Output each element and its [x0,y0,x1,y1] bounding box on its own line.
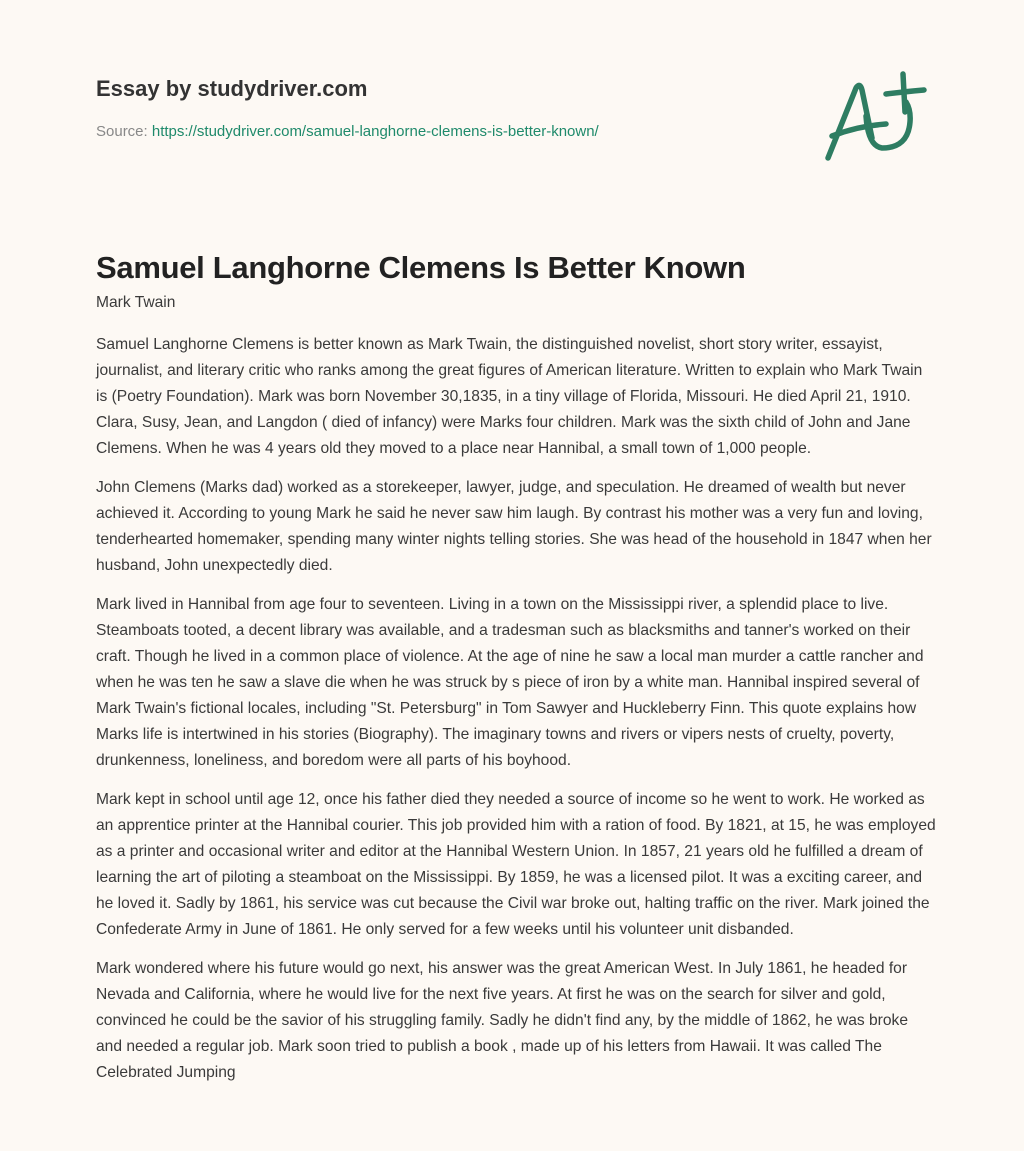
source-link[interactable]: https://studydriver.com/samuel-langhorne-clemens-is-better-known/ [151,123,599,140]
paragraph: Samuel Langhorne Clemens is better known as Mark Twain, the distinguished novelist, short story writer, essayist, journalist, and literary critic who ranks among the great figures of American literature. Written to explain who Mark Twain is (Poetry Foundation). Mark was born November 30,1835, in a tiny village of Florida, Missouri. He died April 21, 1910. Clara, Susy, Jean, and Langdon ( died of infancy) were Marks four children. Mark was the sixth child of John and Jane Clemens. When he was 4 years old they moved to a place near Hannibal, a small town of 1,000 people. [96,336,923,457]
paragraph: Mark kept in school until age 12, once his father died they needed a source of income so he went to work. He worked as an apprentice printer at the Hannibal courier. This job provided him with a ration of food. By 1821, at 15, he was employed as a printer and occasional writer and editor at the Hannibal Western Union. In 1857, 21 years old he fulfilled a dream of learning the art of piloting a steamboat on the Mississippi. By 1859, he was a licensed pilot. It was a exciting career, and he loved it. Sadly by 1861, his service was cut because the Civil war broke out, halting traffic on the river. Mark joined the Confederate Army in June of 1861. He only served for a few weeks until his volunteer unit disbanded. [96,791,936,938]
paragraph: Mark wondered where his future would go next, his answer was the great American West. In July 1861, he headed for Nevada and California, where he would live for the next five years. At first he was on the search for silver and gold, convinced he could be the savior of his struggling family. Sadly he didn't find any, by the middle of 1862, he was broke and needed a regular job. Mark soon tried to publish a book , made up of his letters from Hawaii. It was called The Celebrated Jumping [96,960,909,1081]
site-title: Essay by studydriver.com [96,76,368,101]
a-plus-logo-icon [818,66,938,166]
article-title: Samuel Langhorne Clemens Is Better Known [96,250,746,285]
paragraph: Mark lived in Hannibal from age four to seventeen. Living in a town on the Mississippi river, a splendid place to live. Steamboats tooted, a decent library was available, and a tradesman such as blacksmiths and tanner's worked on their craft. Though he lived in a common place of violence. At the age of nine he saw a local man murder a cattle rancher and when he was ten he saw a slave die when he was struck by s piece of iron by a white man. Hannibal inspired several of Mark Twain's fictional locales, including "St. Petersburg" in Tom Sawyer and Huckleberry Finn. This quote explains how Marks life is intertwined in his stories (Biography). The imaginary towns and rivers or vipers nests of cruelty, poverty, drunkenness, loneliness, and boredom were all parts of his boyhood. [96,596,924,769]
paragraph: John Clemens (Marks dad) worked as a storekeeper, lawyer, judge, and speculation. He dreamed of wealth but never achieved it. According to young Mark he said he never saw him laugh. By contrast his mother was a very fun and loving, tenderhearted homemaker, spending many winter nights telling stories. She was head of the household in 1847 when her husband, John unexpectedly died. [96,479,932,574]
article-author: Mark Twain [96,294,176,311]
source-line [96,123,599,140]
article-body [96,290,936,1099]
source-label: Source: [96,123,148,140]
